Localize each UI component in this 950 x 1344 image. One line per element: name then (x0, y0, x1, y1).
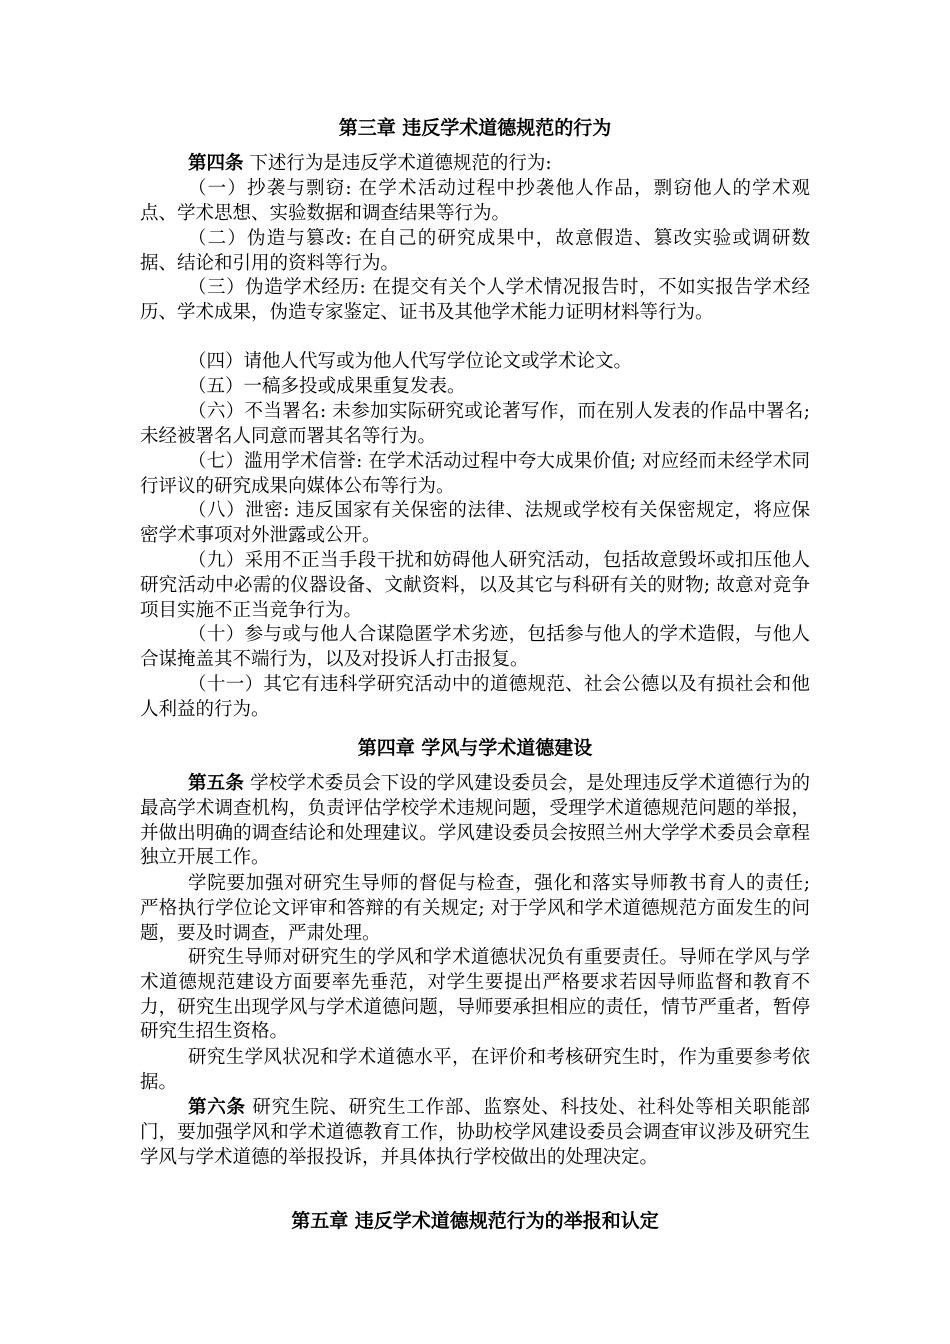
list-item: （一）抄袭与剽窃: 在学术活动过程中抄袭他人作品，剽窃他人的学术观点、学术思想、实验数据和调查结果等行为。 (140, 178, 810, 224)
paragraph: 研究生学风状况和学术道德水平，在评价和考核研究生时，作为重要参考依据。 (140, 1047, 810, 1093)
chapter-4-heading: 第四章 学风与学术道德建设 (357, 737, 593, 759)
article-6 (140, 1096, 810, 1170)
list-item: （七）滥用学术信誉: 在学术活动过程中夸大成果价值; 对应经而未经学术同行评议的研究成果向媒体公布等行为。 (140, 451, 810, 497)
article-5 (140, 772, 810, 871)
list-item: （五）一稿多投或成果重复发表。 (188, 376, 466, 397)
chapter-3-heading: 第三章 违反学术道德规范的行为 (338, 117, 612, 139)
list-item: （三）伪造学术经历: 在提交有关个人学术情况报告时，不如实报告学术经历、学术成果，伪造专家鉴定、证书及其他学术能力证明材料等行为。 (140, 277, 810, 323)
article-4-text: 下述行为是违反学术道德规范的行为: (243, 153, 552, 174)
list-item: （二）伪造与篡改: 在自己的研究成果中，故意假造、篡改实验或调研数据、结论和引用的资料等行为。 (140, 228, 810, 274)
list-item: （十）参与或与他人合谋隐匿学术劣迹，包括参与他人的学术造假，与他人合谋掩盖其不端行为，以及对投诉人打击报复。 (140, 624, 810, 670)
list-item: （八）泄密: 违反国家有关保密的法律、法规或学校有关保密规定，将应保密学术事项对外泄露或公开。 (140, 500, 810, 546)
list-item: （十一）其它有违科学研究活动中的道德规范、社会公德以及有损社会和他人利益的行为。 (140, 674, 810, 720)
paragraph: 研究生导师对研究生的学风和学术道德状况负有重要责任。导师在学风与学术道德规范建设方面要率先垂范，对学生要提出严格要求若因导师监督和教育不力，研究生出现学风与学术道德问题，导师要承担相应的责任，情节严重者，暂停研究生招生资格。 (140, 947, 810, 1043)
article-4 (140, 152, 810, 177)
article-6-text: 研究生院、研究生工作部、监察处、科技处、社科处等相关职能部门，要加强学风和学术道德教育工作，协助校学风建设委员会调查审议涉及研究生学风与学术道德的举报投诉，并具体执行学校做出的处理决定。 (140, 1097, 810, 1168)
list-item: （四）请他人代写或为他人代写学位论文或学术论文。 (188, 351, 633, 372)
chapter-5-heading: 第五章 违反学术道德规范行为的举报和认定 (291, 1210, 659, 1232)
list-item: （九）采用不正当手段干扰和妨碍他人研究活动，包括故意毁坏或扣压他人研究活动中必需的仪器设备、文献资料，以及其它与科研有关的财物; 故意对竞争项目实施不正当竞争行为。 (140, 550, 810, 621)
article-5-text: 学校学术委员会下设的学风建设委员会，是处理违反学术道德行为的最高学术调查机构，负责评估学校学术违规问题，受理学术道德规范问题的举报，并做出明确的调查结论和处理建议。学风建设委员会按照兰州大学学术委员会章程独立开展工作。 (140, 773, 810, 869)
paragraph: 学院要加强对研究生导师的督促与检查，强化和落实导师教书育人的责任; 严格执行学位论文评审和答辩的有关规定; 对于学风和学术道德规范方面发生的问题，要及时调查，严肃处理。 (140, 873, 810, 944)
list-item: （六）不当署名: 未参加实际研究或论著写作，而在别人发表的作品中署名; 未经被署名人同意而署其名等行为。 (140, 401, 810, 447)
article-6-lead: 第六条 (188, 1097, 246, 1118)
article-5-lead: 第五条 (188, 773, 245, 794)
article-4-lead: 第四条 (188, 153, 244, 174)
